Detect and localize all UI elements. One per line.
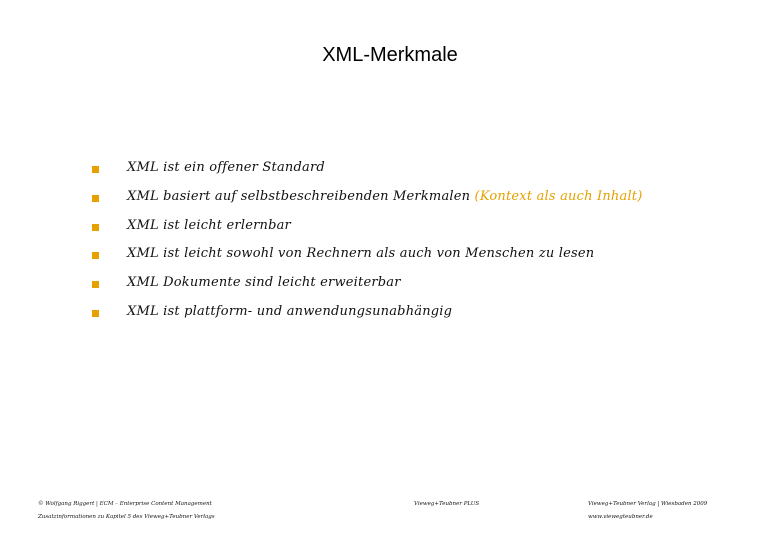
footer-copyright <box>38 498 215 524</box>
footer-chapter-line: Zusatzinformationen zu Kapitel 5 des Vieweg+Teubner Verlags <box>38 514 215 520</box>
bullet-item <box>92 218 643 247</box>
bullet-item <box>92 189 643 218</box>
bullet-square-icon <box>92 195 99 202</box>
footer-plus-label: Vieweg+Teubner PLUS <box>414 501 480 507</box>
footer-publisher-line: Vieweg+Teubner Verlag | Wiesbaden 2009 <box>588 501 708 507</box>
bullet-label: XML ist plattform- und anwendungsunabhängig <box>127 303 453 319</box>
bullet-text <box>127 275 401 290</box>
footer-author-line: © Wolfgang Riggert | ECM – Enterprise Content Management <box>38 501 212 507</box>
bullet-highlight: (Kontext als auch Inhalt) <box>474 188 643 204</box>
bullet-label: XML ist leicht sowohl von Rechnern als auch von Menschen zu lesen <box>127 246 595 262</box>
bullet-item <box>92 160 643 189</box>
bullet-label: XML ist ein offener Standard <box>127 160 325 175</box>
bullet-square-icon <box>92 281 99 288</box>
bullet-label: XML Dokumente sind leicht erweiterbar <box>127 275 401 291</box>
footer-publisher-plus <box>414 498 479 511</box>
slide-title: XML-Merkmale <box>322 44 458 66</box>
footer-website-link[interactable]: www.viewegteubner.de <box>588 514 653 520</box>
bullet-label: XML basiert auf selbstbeschreibenden Merkmalen <box>127 188 475 204</box>
bullet-item <box>92 246 643 275</box>
bullet-text <box>127 189 643 204</box>
bullet-item <box>92 275 643 304</box>
bullet-text <box>127 246 594 261</box>
bullet-square-icon <box>92 166 99 173</box>
footer-publisher <box>588 498 707 524</box>
bullet-square-icon <box>92 252 99 259</box>
bullet-square-icon <box>92 310 99 317</box>
bullet-text <box>127 160 325 175</box>
bullet-text <box>127 304 452 319</box>
bullet-item <box>92 304 643 333</box>
bullet-list <box>92 160 643 333</box>
bullet-label: XML ist leicht erlernbar <box>127 217 291 233</box>
bullet-text <box>127 218 291 233</box>
bullet-square-icon <box>92 224 99 231</box>
